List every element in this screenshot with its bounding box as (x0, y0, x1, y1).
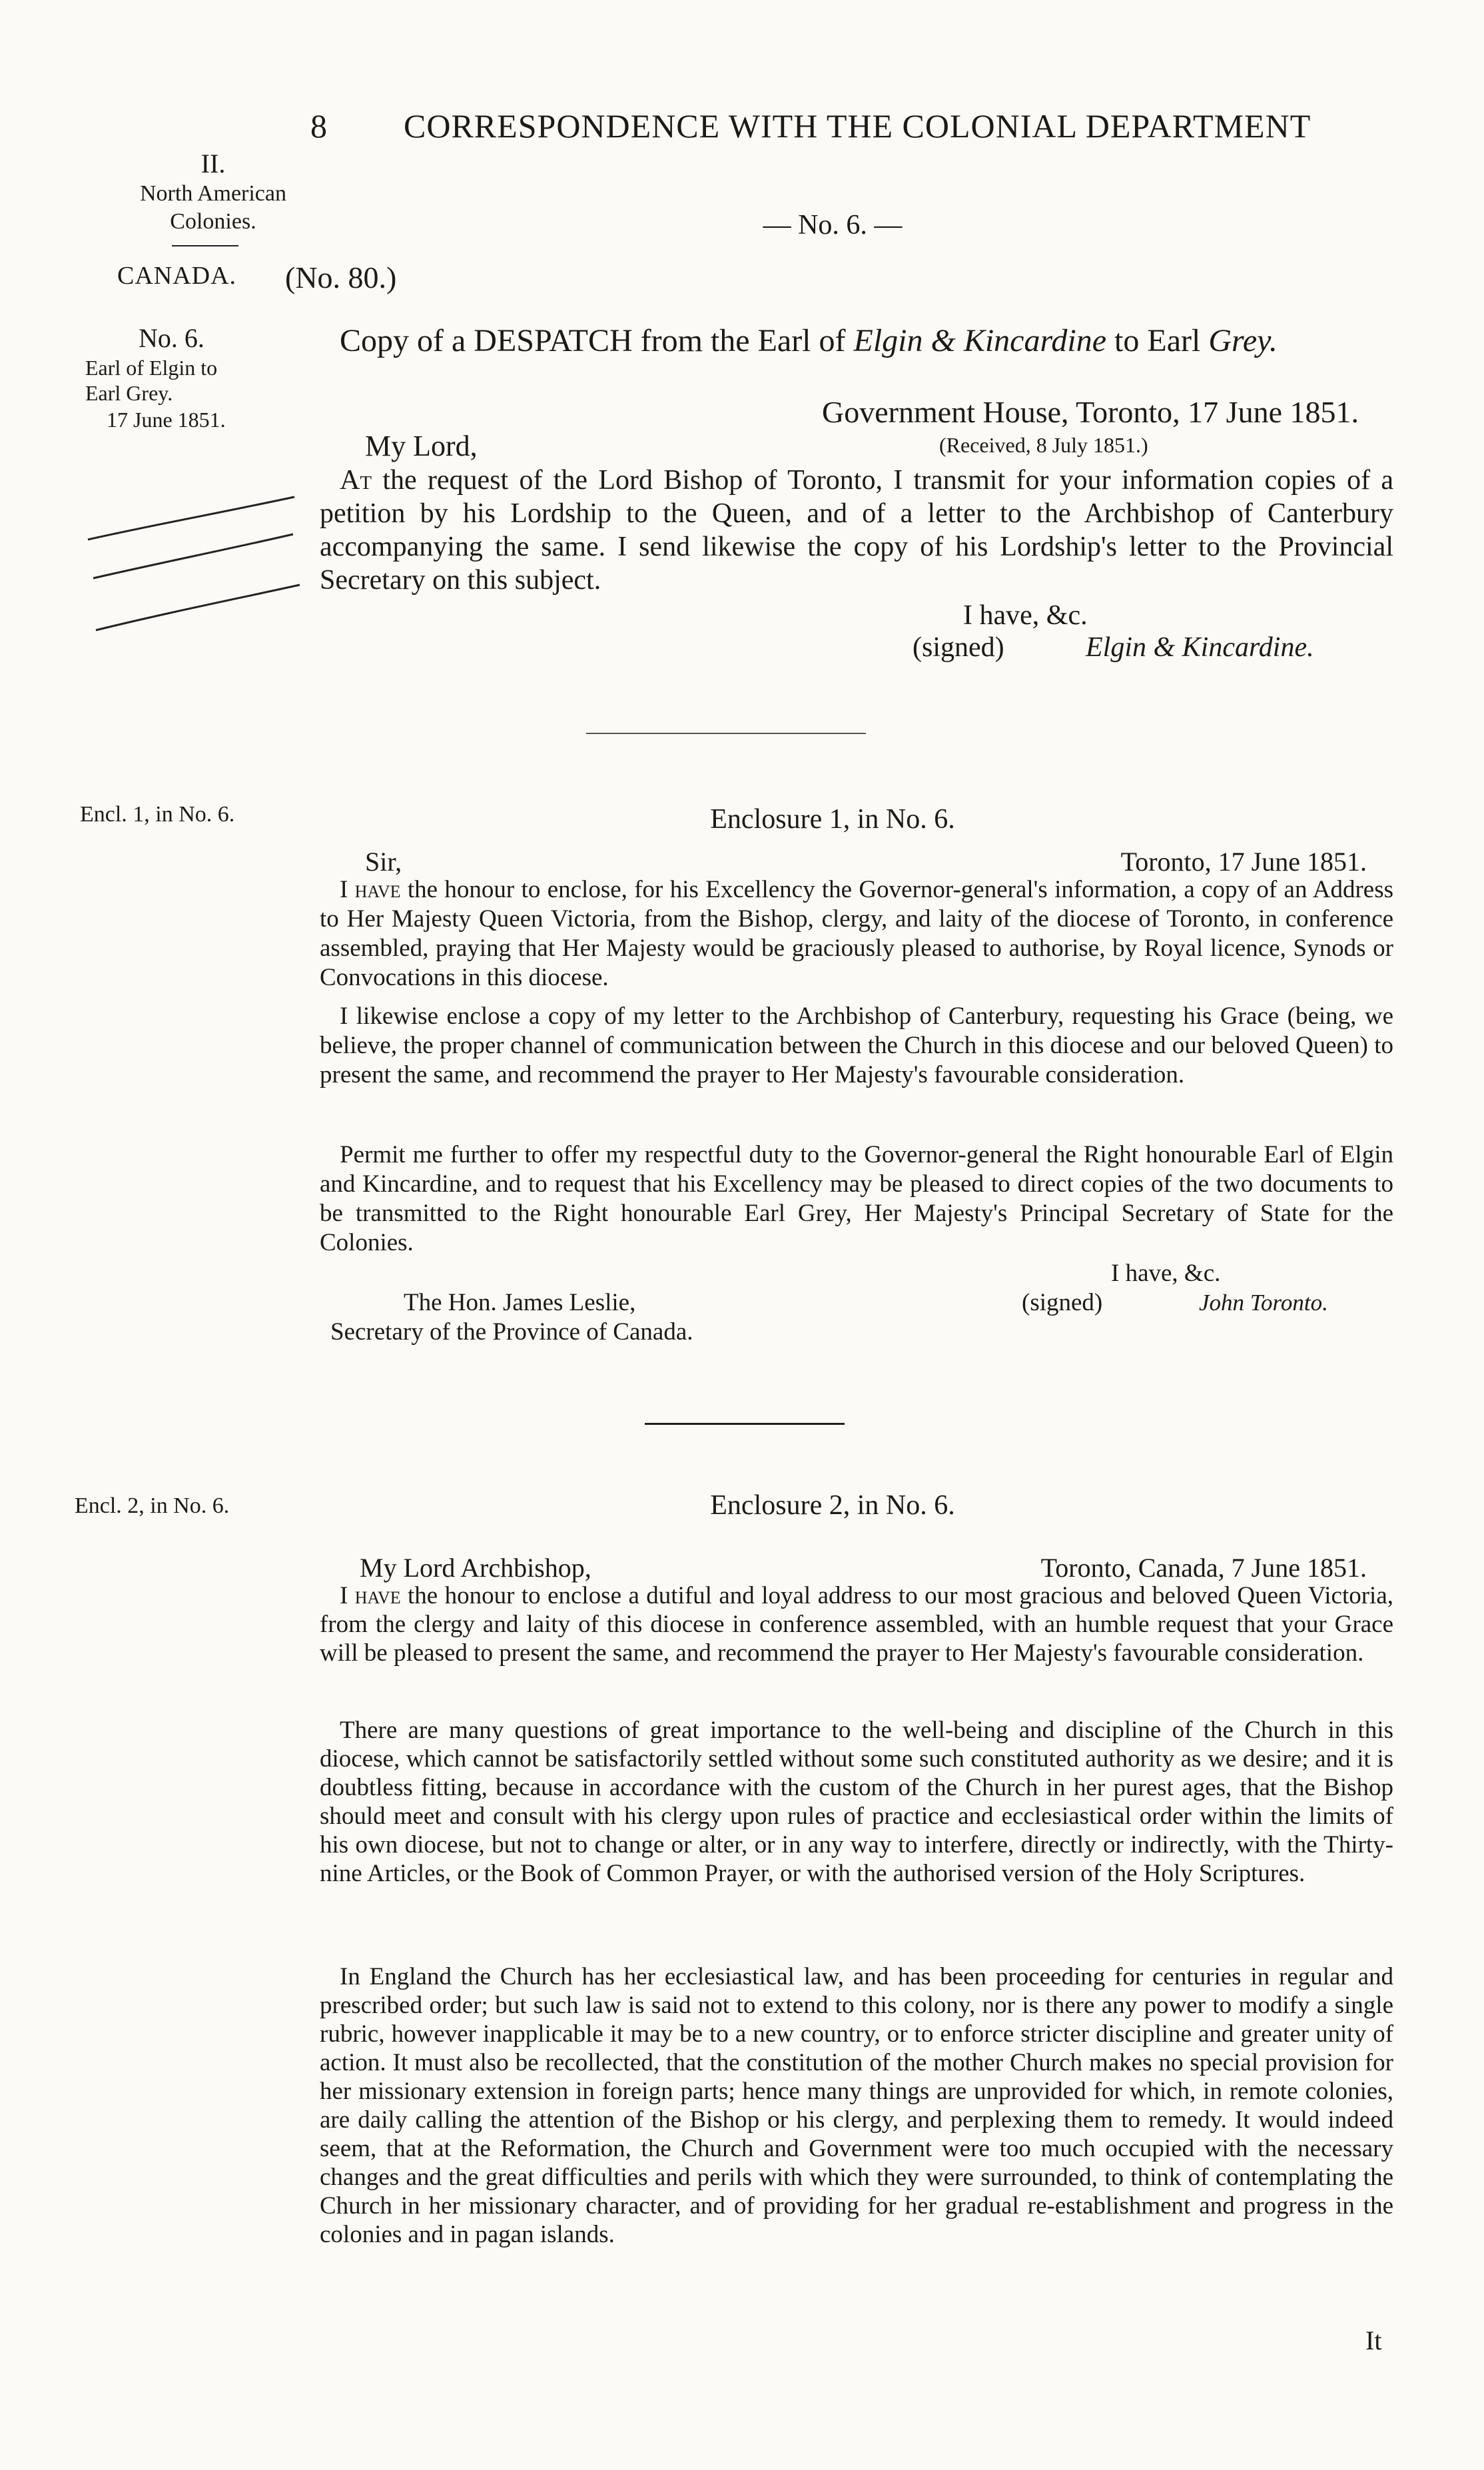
enclosure2-heading: Enclosure 2, in No. 6. (710, 1490, 955, 1521)
despatch-title-mid: to Earl (1114, 323, 1201, 358)
enclosure2-salutation: My Lord Archbishop, (360, 1553, 591, 1583)
section-divider-1 (586, 733, 866, 734)
margin-despatch-date: 17 June 1851. (107, 408, 226, 432)
despatch-number-heading: — No. 6. — (763, 210, 903, 240)
enclosure2-paragraph-2: There are many questions of great importance to the well-being and discipline of the Church in this diocese, which cannot be satisfactorily settled without some such constituted authority as we desire; and it is doubtless fitting, because in accordance with the custom of the Church in her purest ages, that the Bishop should meet and consult with his clergy upon rules of practice and ecclesiastical order within the limits of his own diocese, but not to change or alter, or in any way to interfere, directly or indirectly, with the Thirty-nine Articles, or the Book of Common Prayer, or with the authorised version of the Holy Scriptures. (320, 1717, 1393, 1887)
despatch-title-prefix: Copy of a DESPATCH from the Earl of (340, 323, 846, 358)
enclosure1-heading: Enclosure 1, in No. 6. (710, 804, 955, 835)
catchword: It (1365, 2325, 1382, 2355)
margin-pen-strokes (80, 486, 306, 639)
margin-section-roman: II. (200, 149, 226, 179)
enclosure1-close: I have, &c. (1111, 1260, 1221, 1287)
enclosure1-signature: John Toronto. (1199, 1290, 1328, 1316)
despatch-body (320, 464, 1393, 597)
despatch-received: (Received, 8 July 1851.) (939, 433, 1148, 457)
margin-colony: CANADA. (117, 262, 237, 290)
despatch-salutation: My Lord, (365, 430, 478, 462)
margin-despatch-from: Earl of Elgin to (85, 356, 218, 380)
despatch-place-date: Government House, Toronto, 17 June 1851. (822, 395, 1359, 429)
despatch-title (340, 322, 1278, 359)
despatch-close: I have, &c. (963, 600, 1088, 631)
running-title: CORRESPONDENCE WITH THE COLONIAL DEPARTMENT (404, 107, 1311, 145)
margin-encl1: Encl. 1, in No. 6. (80, 802, 235, 827)
despatch-title-to: Grey. (1208, 323, 1278, 358)
margin-despatch-no: No. 6. (139, 323, 204, 353)
enclosure1-addressee-2: Secretary of the Province of Canada. (330, 1318, 693, 1346)
margin-section-line2: Colonies. (170, 209, 256, 234)
despatch-ref: (No. 80.) (285, 260, 397, 294)
enclosure1-addressee-1: The Hon. James Leslie, (404, 1289, 636, 1316)
enclosure1-paragraph-3: Permit me further to offer my respectful duty to the Governor-general the Right honourable Earl of Elgin and Kincardine, and to request that his Excellency may be pleased to direct copies of the two documents to be transmitted to the Right honourable Earl Grey, Her Majesty's Principal Secretary of State for the Colonies. (320, 1141, 1393, 1256)
enclosure1-p1-lead: I have (340, 876, 401, 903)
margin-rule (172, 245, 238, 246)
enclosure1-paragraph-1 (320, 875, 1393, 993)
section-divider-2 (645, 1423, 845, 1425)
enclosure2-paragraph-1 (320, 1581, 1393, 1667)
enclosure1-paragraph-2: I likewise enclose a copy of my letter to the Archbishop of Canterbury, requesting his Grace (being, we believe, the proper channel of communication between the Church in this diocese and our beloved Queen) to present the same, and recommend the prayer to Her Majesty's favourable consideration. (320, 1003, 1393, 1088)
margin-section-line1: North American (140, 181, 286, 206)
despatch-title-from: Elgin & Kincardine (853, 323, 1107, 358)
enclosure2-p1-lead: I have (340, 1582, 401, 1609)
enclosure1-signed: (signed) (1022, 1289, 1103, 1316)
page-number: 8 (310, 107, 327, 145)
despatch-body-lead: At (340, 465, 372, 496)
despatch-signature: Elgin & Kincardine. (1086, 632, 1314, 663)
enclosure2-paragraph-3: In England the Church has her ecclesiastical law, and has been proceeding for centuries in regular and prescribed order; but such law is said not to extend to this colony, nor is there any power to modify a single rubric, however inapplicable it may be to a new country, or to enforce stricter discipline and greater unity of action. It must also be recollected, that the constitution of the mother Church makes no special provision for her missionary extension in foreign parts; hence many things are unprovided for which, in remote colonies, are daily calling the attention of the Bishop or his clergy, and perplexing them to remedy. It would indeed seem, that at the Reformation, the Church and Government were too much occupied with the necessary changes and the great difficulties and perils with which they were surrounded, to think of contemplating the Church in her missionary character, and of providing for her gradual re-establishment and progress in the colonies and in pagan islands. (320, 1963, 1393, 2248)
despatch-body-text: the request of the Lord Bishop of Toronto, I transmit for your information copies of a petition by his Lordship to the Queen, and of a letter to the Archbishop of Canterbury accompanying the same. I send likewise the copy of his Lordship's letter to the Provincial Secretary on this subject. (320, 465, 1393, 596)
enclosure2-p1-text: the honour to enclose a dutiful and loyal address to our most gracious and beloved Queen Victoria, from the clergy and laity of this diocese in conference assembled, with an humble request that your Grace will be pleased to present the same, and recommend the prayer to Her Majesty's favourable consideration. (320, 1582, 1393, 1667)
despatch-signed: (signed) (913, 632, 1004, 663)
enclosure1-salutation: Sir, (365, 847, 402, 877)
enclosure1-p1-text: the honour to enclose, for his Excellency the Governor-general's information, a copy of an Address to Her Majesty Queen Victoria, from the Bishop, clergy, and laity of the diocese of Toronto, in conference assembled, praying that Her Majesty would be graciously pleased to authorise, by Royal licence, Synods or Convocations in this diocese. (320, 876, 1394, 991)
margin-encl2: Encl. 2, in No. 6. (75, 1493, 230, 1518)
enclosure2-place-date: Toronto, Canada, 7 June 1851. (1040, 1553, 1367, 1583)
enclosure1-place-date: Toronto, 17 June 1851. (1120, 847, 1367, 877)
margin-despatch-to: Earl Grey. (85, 381, 173, 405)
